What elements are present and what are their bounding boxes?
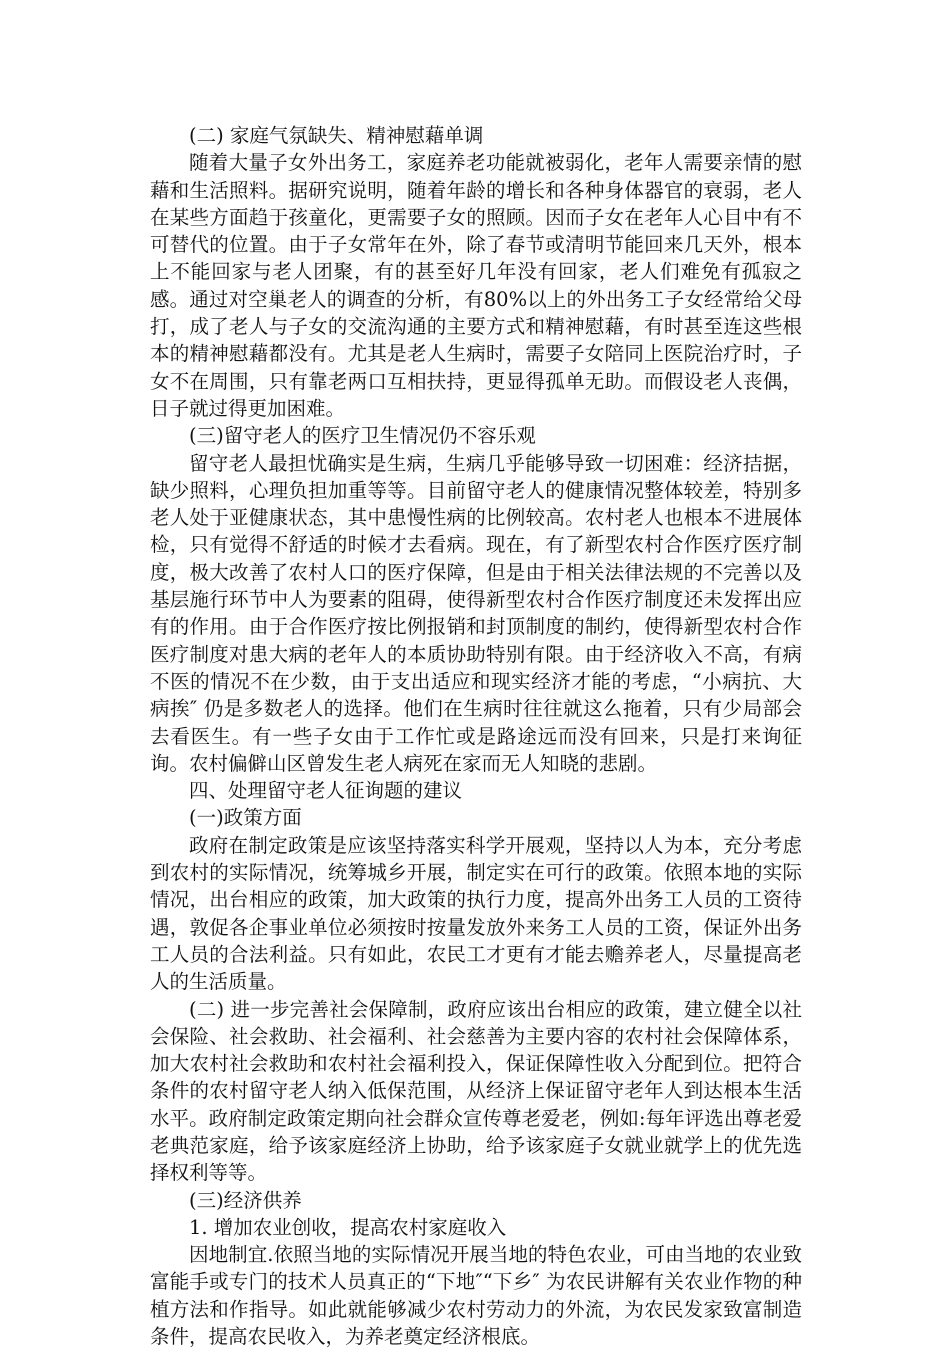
- section-heading-medical-care: (三)留守老人的医疗卫生情况仍不容乐观: [189, 424, 536, 448]
- paragraph-agriculture-income: 因地制宜.依照当地的实际情况开展当地的特色农业，可由当地的农业致富能手或专门的技术人员真正的“下地″“下乡″ 为农民讲解有关农业作物的种植方法和作指导。如此就能够减少农村劳动力的外流，为农民发家致富制造条件，提高农民收入，为养老奠定经济根底。: [150, 1243, 802, 1349]
- paragraph-family-atmosphere: 随着大量子女外出务工，家庭养老功能就被弱化，老年人需要亲情的慰藉和生活照料。据研究说明，随着年龄的增长和各种身体器官的衰弱，老人在某些方面趋于孩童化，更需要子女的照顾。因而子女在老年人心目中有不可替代的位置。由于子女常年在外，除了春节或清明节能回来几天外，根本上不能回家与老人团聚，有的甚至好几年没有回家，老人们难免有孤寂之感。通过对空巢老人的调查的分析，有80%以上的外出务工子女经常给父母打，成了老人与子女的交流沟通的主要方式和精神慰藉，有时甚至连这些根本的精神慰藉都没有。尤其是老人生病时，需要子女陪同上医院治疗时，子女不在周围，只有靠老两口互相扶持，更显得孤单无助。而假设老人丧偶，日子就过得更加困难。: [150, 151, 802, 420]
- paragraph-medical-care: 留守老人最担忧确实是生病，生病几乎能够导致一切困难：经济拮据，缺少照料，心理负担加重等等。目前留守老人的健康情况整体较差，特别多老人处于亚健康状态，其中患慢性病的比例较高。农村老人也根本不进展体检，只有觉得不舒适的时候才去看病。现在，有了新型农村合作医疗医疗制度，极大改善了农村人口的医疗保障，但是由于相关法律法规的不完善以及基层施行环节中人为要素的阻碍，使得新型农村合作医疗制度还未发挥出应有的作用。由于合作医疗按比例报销和封顶制度的制约，使得新型农村合作医疗制度对患大病的老年人的本质协助特别有限。由于经济收入不高，有病不医的情况不在少数，由于支出适应和现实经济才能的考虑，“小病抗、大病挨″ 仍是多数老人的选择。他们在生病时往往就这么拖着，只有少局部会去看医生。有一些子女由于工作忙或是路途远而没有回来，只是打来询征询。农村偏僻山区曾发生老人病死在家而无人知晓的悲剧。: [150, 451, 802, 775]
- paragraph-policy: 政府在制定政策是应该坚持落实科学开展观，坚持以人为本，充分考虑到农村的实际情况，统筹城乡开展，制定实在可行的政策。依照本地的实际情况，出台相应的政策，加大政策的执行力度，提高外出务工人员的工资待遇，敦促各企事业单位必须按时按量发放外来务工人员的工资，保证外出务工人员的合法利益。只有如此，农民工才更有才能去赡养老人，尽量提高老人的生活质量。: [150, 833, 802, 994]
- subsection-heading-economic-support: (三)经济供养: [189, 1188, 302, 1212]
- paragraph-social-security: (二) 进一步完善社会保障制，政府应该出台相应的政策，建立健全以社会保险、社会救助、社会福利、社会慈善为主要内容的农村社会保障体系，加大农村社会救助和农村社会福利投入，保证保障性收入分配到位。把符合条件的农村留守老人纳入低保范围，从经济上保证留守老年人到达根本生活水平。政府制定政策定期向社会群众宣传尊老爱老，例如:每年评选出尊老爱老典范家庭，给予该家庭经济上协助，给予该家庭子女就业就学上的优先选择权利等等。: [150, 997, 802, 1185]
- subsection-heading-policy: (一)政策方面: [189, 806, 302, 830]
- item-heading-agriculture-income: 1. 增加农业创收，提高农村家庭收入: [189, 1215, 507, 1239]
- section-heading-suggestions: 四、处理留守老人征询题的建议: [189, 779, 463, 803]
- section-heading-family-atmosphere: (二) 家庭气氛缺失、精神慰藉单调: [189, 124, 484, 147]
- document-body: [150, 122, 802, 1350]
